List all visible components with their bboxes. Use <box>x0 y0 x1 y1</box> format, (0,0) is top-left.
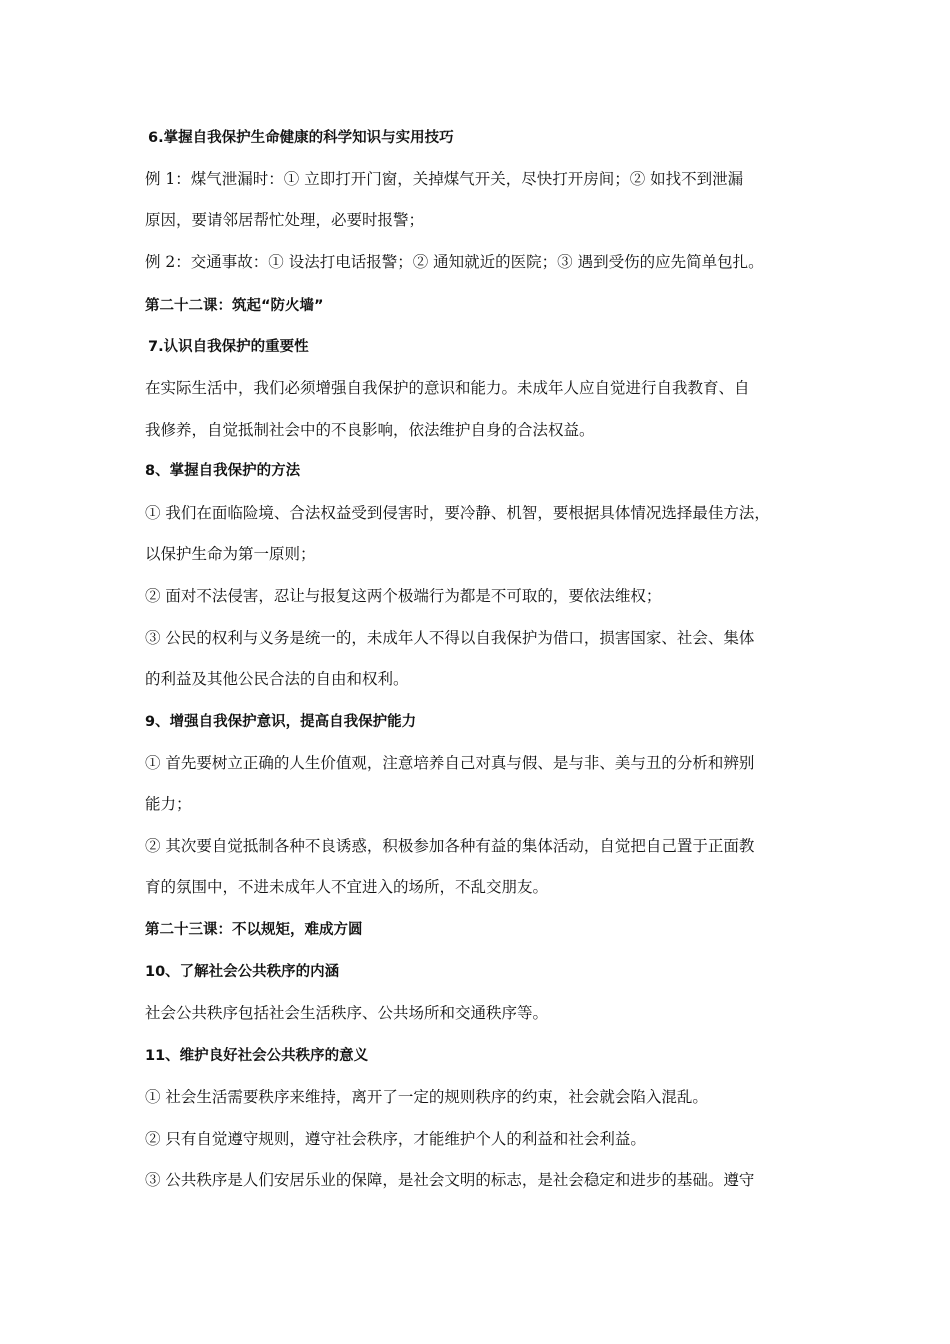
paragraph-line: ② 面对不法侵害，忍让与报复这两个极端行为都是不可取的，要依法维权； <box>145 587 662 605</box>
paragraph-line: ② 其次要自觉抵制各种不良诱惑，积极参加各种有益的集体活动，自觉把自己置于正面教 <box>145 837 755 855</box>
heading-8: 8、掌握自我保护的方法 <box>145 463 301 479</box>
paragraph-line: 原因，要请邻居帮忙处理，必要时报警； <box>145 211 425 229</box>
paragraph-line: 的利益及其他公民合法的自由和权利。 <box>145 670 409 688</box>
lesson-heading-22: 第二十二课：筑起“防火墙” <box>145 298 324 314</box>
lesson-heading-23: 第二十三课：不以规矩，难成方圆 <box>145 922 363 938</box>
heading-10: 10、了解社会公共秩序的内涵 <box>145 964 340 980</box>
paragraph-line: 例 1：煤气泄漏时：① 立即打开门窗，关掉煤气开关，尽快打开房间；② 如找不到泄漏 <box>145 170 744 188</box>
paragraph-line: ③ 公共秩序是人们安居乐业的保障，是社会文明的标志，是社会稳定和进步的基础。遵守 <box>145 1171 755 1189</box>
paragraph-line: 育的氛围中，不进未成年人不宜进入的场所，不乱交朋友。 <box>145 878 549 896</box>
heading-9: 9、增强自我保护意识，提高自我保护能力 <box>145 714 417 730</box>
paragraph-line: 在实际生活中，我们必须增强自我保护的意识和能力。未成年人应自觉进行自我教育、自 <box>145 379 750 397</box>
heading-6: 6.掌握自我保护生命健康的科学知识与实用技巧 <box>148 130 454 146</box>
heading-11: 11、维护良好社会公共秩序的意义 <box>145 1048 369 1064</box>
paragraph-line: 能力； <box>145 795 192 813</box>
paragraph-line: 社会公共秩序包括社会生活秩序、公共场所和交通秩序等。 <box>145 1004 549 1022</box>
paragraph-line: ② 只有自觉遵守规则，遵守社会秩序，才能维护个人的利益和社会利益。 <box>145 1130 646 1148</box>
paragraph-line: 以保护生命为第一原则； <box>145 545 316 563</box>
paragraph-line: ① 社会生活需要秩序来维持，离开了一定的规则秩序的约束，社会就会陷入混乱。 <box>145 1088 708 1106</box>
paragraph-line: 例 2：交通事故：① 设法打电话报警；② 通知就近的医院；③ 遇到受伤的应先简单包扎。 <box>145 253 764 271</box>
paragraph-line: ① 首先要树立正确的人生价值观，注意培养自己对真与假、是与非、美与丑的分析和辨别 <box>145 754 755 772</box>
paragraph-line: 我修养，自觉抵制社会中的不良影响，依法维护自身的合法权益。 <box>145 421 595 439</box>
paragraph-line: ① 我们在面临险境、合法权益受到侵害时，要冷静、机智，要根据具体情况选择最佳方法， <box>145 504 770 522</box>
paragraph-line: ③ 公民的权利与义务是统一的，未成年人不得以自我保护为借口，损害国家、社会、集体 <box>145 629 755 647</box>
heading-7: 7.认识自我保护的重要性 <box>148 339 309 355</box>
